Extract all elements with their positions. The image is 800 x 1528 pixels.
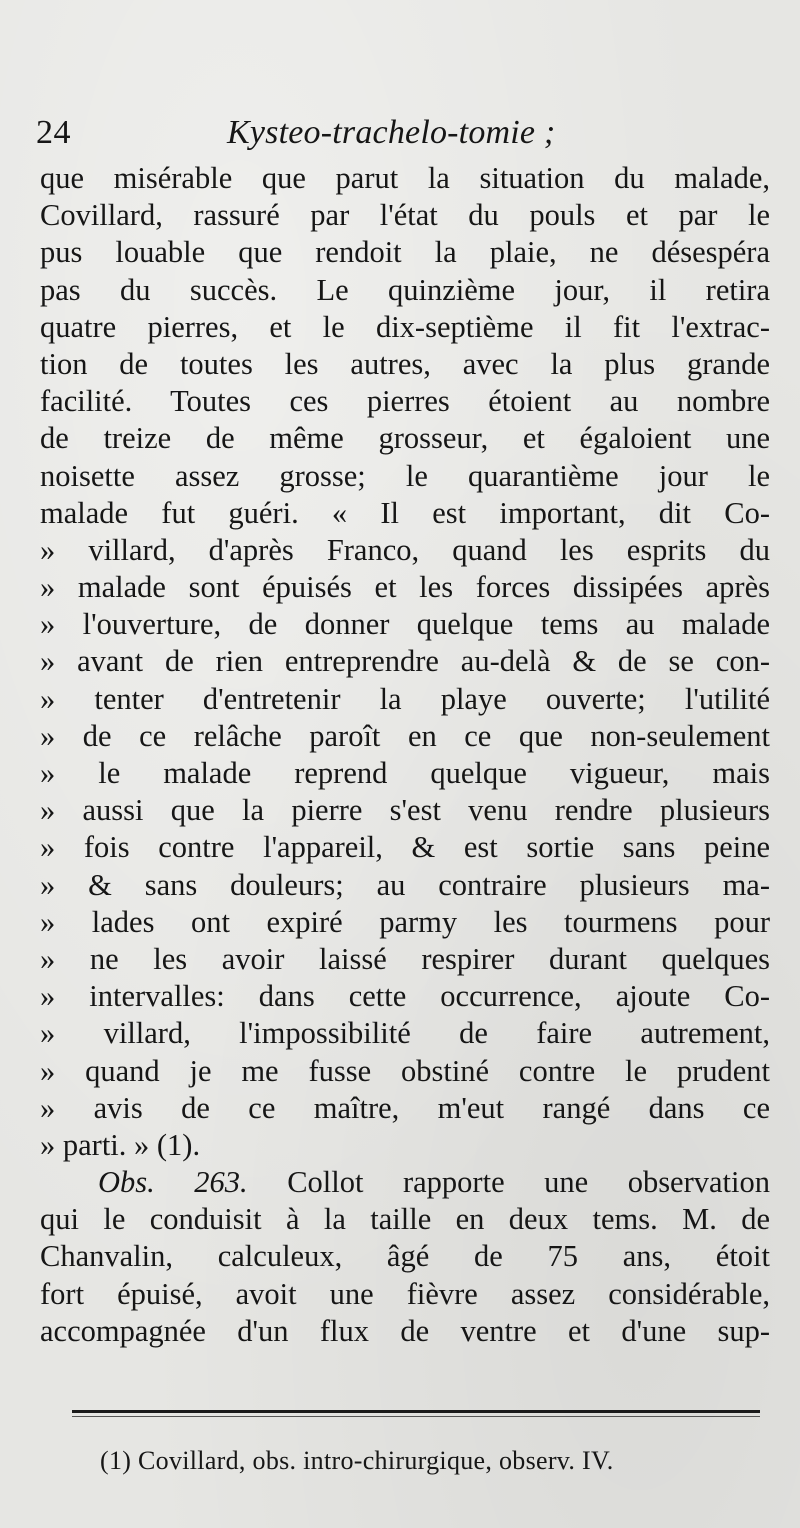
text-line: Chanvalin, calculeux, âgé de 75 ans, étoit bbox=[40, 1239, 770, 1274]
footnote: (1) Covillard, obs. intro-chirurgique, observ. IV. bbox=[100, 1446, 614, 1475]
text-line: facilité. Toutes ces pierres étoient au nombre bbox=[40, 384, 770, 419]
running-title: Kysteo-trachelo-tomie ; bbox=[227, 114, 556, 151]
quote-line: » avant de rien entreprendre au-delà & de se con- bbox=[40, 644, 770, 679]
obs-paragraph-first-line bbox=[40, 1164, 770, 1201]
quote-line: » parti. » (1). bbox=[40, 1127, 201, 1162]
quote-line: » villard, l'impossibilité de faire autrement, bbox=[40, 1016, 770, 1051]
text-line: pus louable que rendoit la plaie, ne désespéra bbox=[40, 235, 770, 270]
quote-line: » avis de ce maître, m'eut rangé dans ce bbox=[40, 1090, 770, 1125]
body-text bbox=[40, 160, 770, 1350]
obs-first-line-text: Collot rapporte une observation bbox=[287, 1165, 770, 1200]
quote-line: » fois contre l'appareil, & est sortie sans peine bbox=[40, 830, 770, 865]
observation-reference: Obs. 263. bbox=[98, 1165, 248, 1200]
text-line: pas du succès. Le quinzième jour, il retira bbox=[40, 272, 770, 307]
text-line: de treize de même grosseur, et égaloient une bbox=[40, 421, 770, 456]
text-line: tion de toutes les autres, avec la plus grande bbox=[40, 346, 770, 381]
quote-line: » lades ont expiré parmy les tourmens pour bbox=[40, 904, 770, 939]
quote-line: » l'ouverture, de donner quelque tems au malade bbox=[40, 607, 770, 642]
quote-line: » ne les avoir laissé respirer durant quelques bbox=[40, 941, 770, 976]
text-line: qui le conduisit à la taille en deux tems. M. de bbox=[40, 1202, 770, 1237]
text-line: que misérable que parut la situation du malade, bbox=[40, 161, 770, 195]
quote-line: » malade sont épuisés et les forces dissipées après bbox=[40, 570, 770, 605]
text-line: malade fut guéri. « Il est important, dit Co- bbox=[40, 495, 770, 530]
quote-line: » quand je me fusse obstiné contre le prudent bbox=[40, 1053, 770, 1088]
quote-line: » aussi que la pierre s'est venu rendre plusieurs bbox=[40, 793, 770, 828]
footnote-rule bbox=[72, 1410, 760, 1413]
quote-line: » & sans douleurs; au contraire plusieurs ma- bbox=[40, 867, 770, 902]
quote-line: » tenter d'entretenir la playe ouverte; l'utilité bbox=[40, 681, 770, 716]
quote-line: » intervalles: dans cette occurrence, ajoute Co- bbox=[40, 979, 770, 1014]
page-header bbox=[36, 112, 764, 160]
text-line: Covillard, rassuré par l'état du pouls et par le bbox=[40, 198, 770, 233]
quote-line: » villard, d'après Franco, quand les esprits du bbox=[40, 532, 770, 567]
text-line: quatre pierres, et le dix-septième il fit l'extrac- bbox=[40, 309, 770, 344]
text-line: fort épuisé, avoit une fièvre assez considérable, bbox=[40, 1276, 770, 1311]
quote-line: » de ce relâche paroît en ce que non-seulement bbox=[40, 718, 770, 753]
page-number: 24 bbox=[36, 114, 71, 151]
text-line: noisette assez grosse; le quarantième jour le bbox=[40, 458, 770, 493]
text-line: accompagnée d'un flux de ventre et d'une sup- bbox=[40, 1313, 770, 1348]
quote-line: » le malade reprend quelque vigueur, mais bbox=[40, 756, 770, 790]
footnote-rule-thin bbox=[72, 1416, 760, 1417]
